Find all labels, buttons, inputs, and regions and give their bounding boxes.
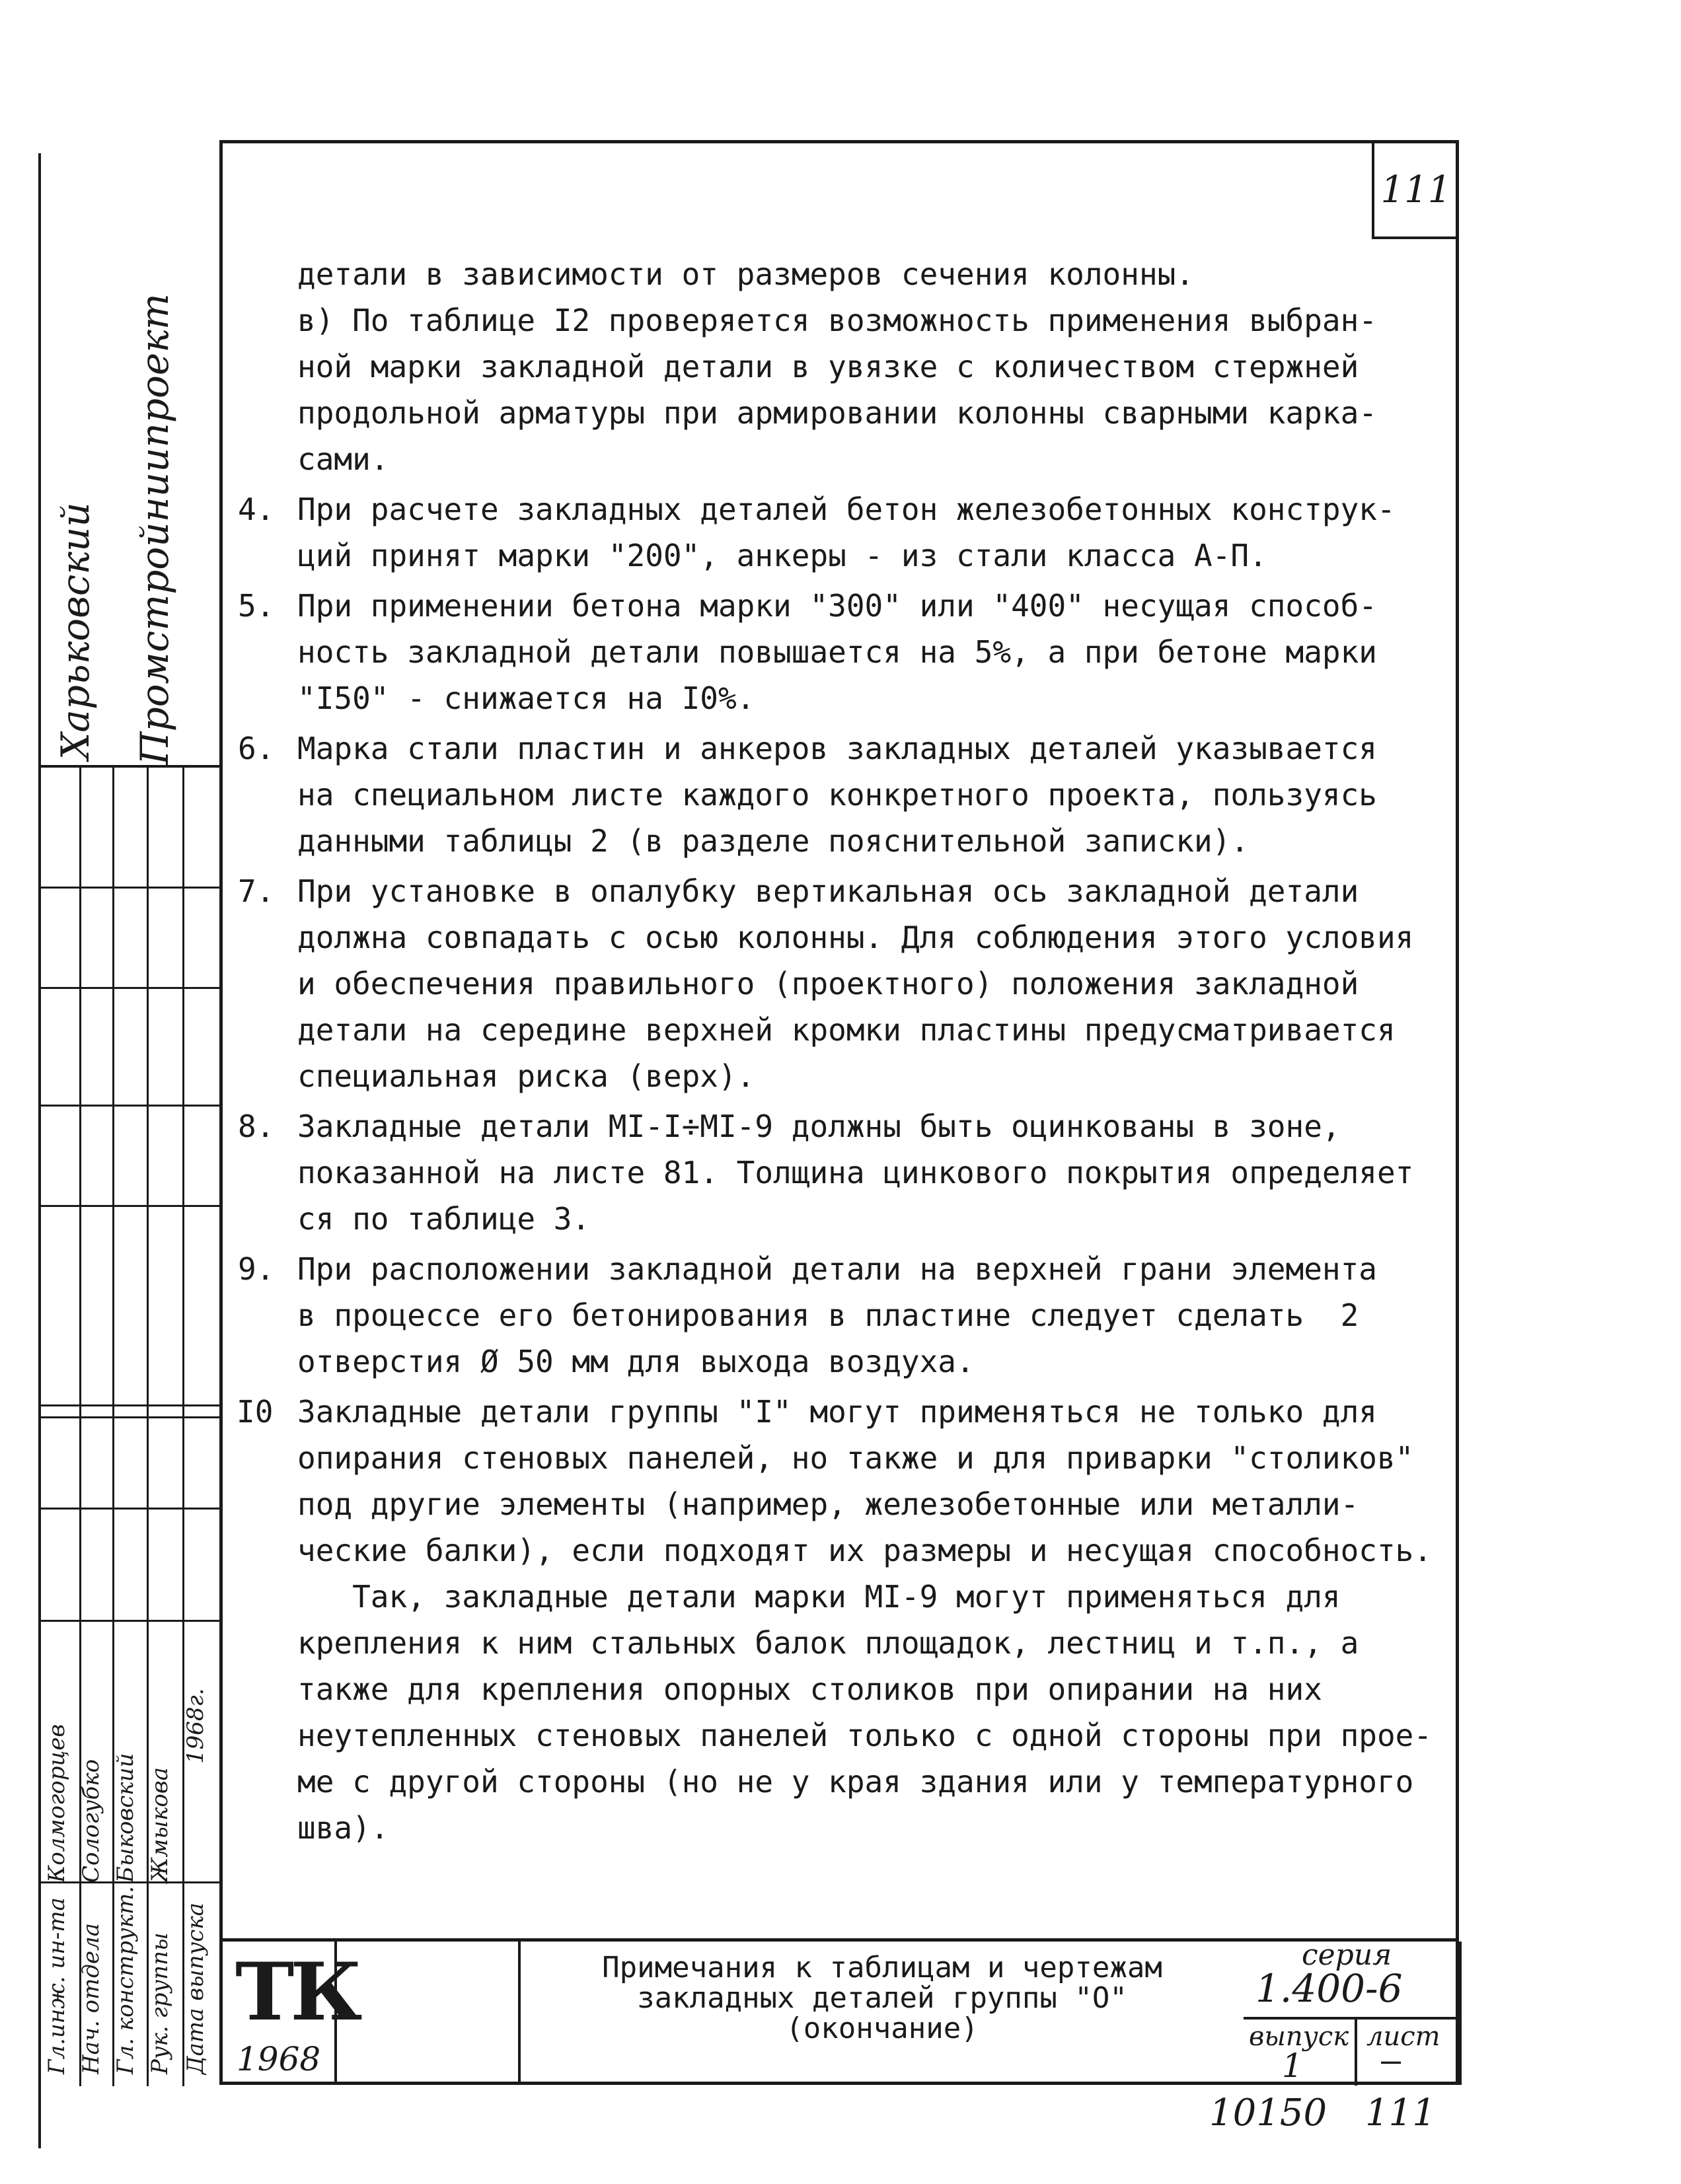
paragraph-cont: детали в зависимости от размеров сечения колонны. в) По таблице I2 проверяется возможность применения выбран- ной марки закладной детали в увязке с количеством стержней продольной арматуры при армировании колонны сварными карка- сами.: [297, 256, 1377, 477]
role-1: Нач. отдела: [78, 1923, 104, 2074]
issue-value: 1: [1282, 2047, 1303, 2085]
paragraph-7: 7. При установке в опалубку вертикальная ось закладной детали должна совпадать с осью колонны. Для соблюдения этого условия и обеспечения правильного (проектного) положения закладной детали на середине верхней кромки пластины предусматривается специальная риска (верх).: [238, 873, 1414, 1094]
name-0: Колмогорцев: [44, 1724, 70, 1883]
sheet-label: лист: [1366, 2021, 1440, 2052]
role-0: Гл.инж. ин-та: [44, 1897, 70, 2074]
series-value: 1.400-6: [1255, 1966, 1403, 2011]
name-4: 1968г.: [182, 1688, 209, 1764]
org-line-1: Харьковский: [53, 502, 98, 760]
paragraph-5: 5. При применении бетона марки "300" или "400" несущая способ- ность закладной детали повышается на 5%, а при бетоне марки "I50" - снижается на I0%.: [238, 588, 1377, 716]
notes-body: [238, 251, 1454, 1855]
role-4: Дата выпуска: [182, 1903, 209, 2074]
stamp-title: Примечания к таблицам и чертежам закладных деталей группы "О" (окончание): [602, 1951, 1162, 2045]
organization-block: [40, 293, 219, 765]
name-3: Жмыкова: [147, 1767, 173, 1883]
stamp-year: 1968: [237, 2040, 321, 2078]
issue-label: выпуск: [1249, 2021, 1349, 2052]
paragraph-8: 8. Закладные детали МI-I÷МI-9 должны быть оцинкованы в зоне, показанной на листе 81. Толщина цинкового покрытия определяет ся по таблице 3.: [238, 1109, 1414, 1237]
roles-block: [40, 1420, 219, 2081]
footer-number: 10150 111: [1209, 2092, 1436, 2134]
sheet-number-box: [1372, 143, 1458, 239]
name-1: Сологубко: [78, 1759, 104, 1883]
role-3: Рук. группы: [147, 1932, 173, 2074]
name-2: Быковский: [112, 1753, 139, 1883]
paragraph-10: I0 Закладные детали группы "I" могут применяться не только для опирания стеновых панелей, но также и для приварки "столиков" под другие элементы (например, железобетонные или металли- ческие балки), если подходят их размеры и несущая способность. Так, закладные детали марки МI-9 могут применяться для крепления к ним стальных балок площадок, лестниц и т.п., а также для крепления опорных столиков при опирании на них неутепленных стеновых панелей только с одной стороны при прое- ме с другой стороны (но не у края здания или у температурного шва).: [237, 1394, 1433, 1846]
tk-logo: ТК: [235, 1946, 359, 2039]
sheet-value: —: [1381, 2041, 1401, 2080]
paragraph-9: 9. При расположении закладной детали на верхней грани элемента в процессе его бетонирования в пластине следует сделать 2 отверстия Ø 50 мм для выхода воздуха.: [238, 1251, 1377, 1379]
paragraph-6: 6. Марка стали пластин и анкеров закладных деталей указывается на специальном листе каждого конкретного проекта, пользуясь данными таблицы 2 (в разделе пояснительной записки).: [238, 731, 1377, 859]
sheet-number: 111: [1380, 168, 1452, 211]
role-2: Гл. конструкт.: [112, 1885, 139, 2074]
series-label: серия: [1302, 1938, 1392, 1972]
paragraph-4: 4. При расчете закладных деталей бетон железобетонных конструк- ций принят марки "200", анкеры - из стали класса А-П.: [238, 491, 1396, 573]
org-line-2: Промстройниипроект: [132, 293, 177, 765]
